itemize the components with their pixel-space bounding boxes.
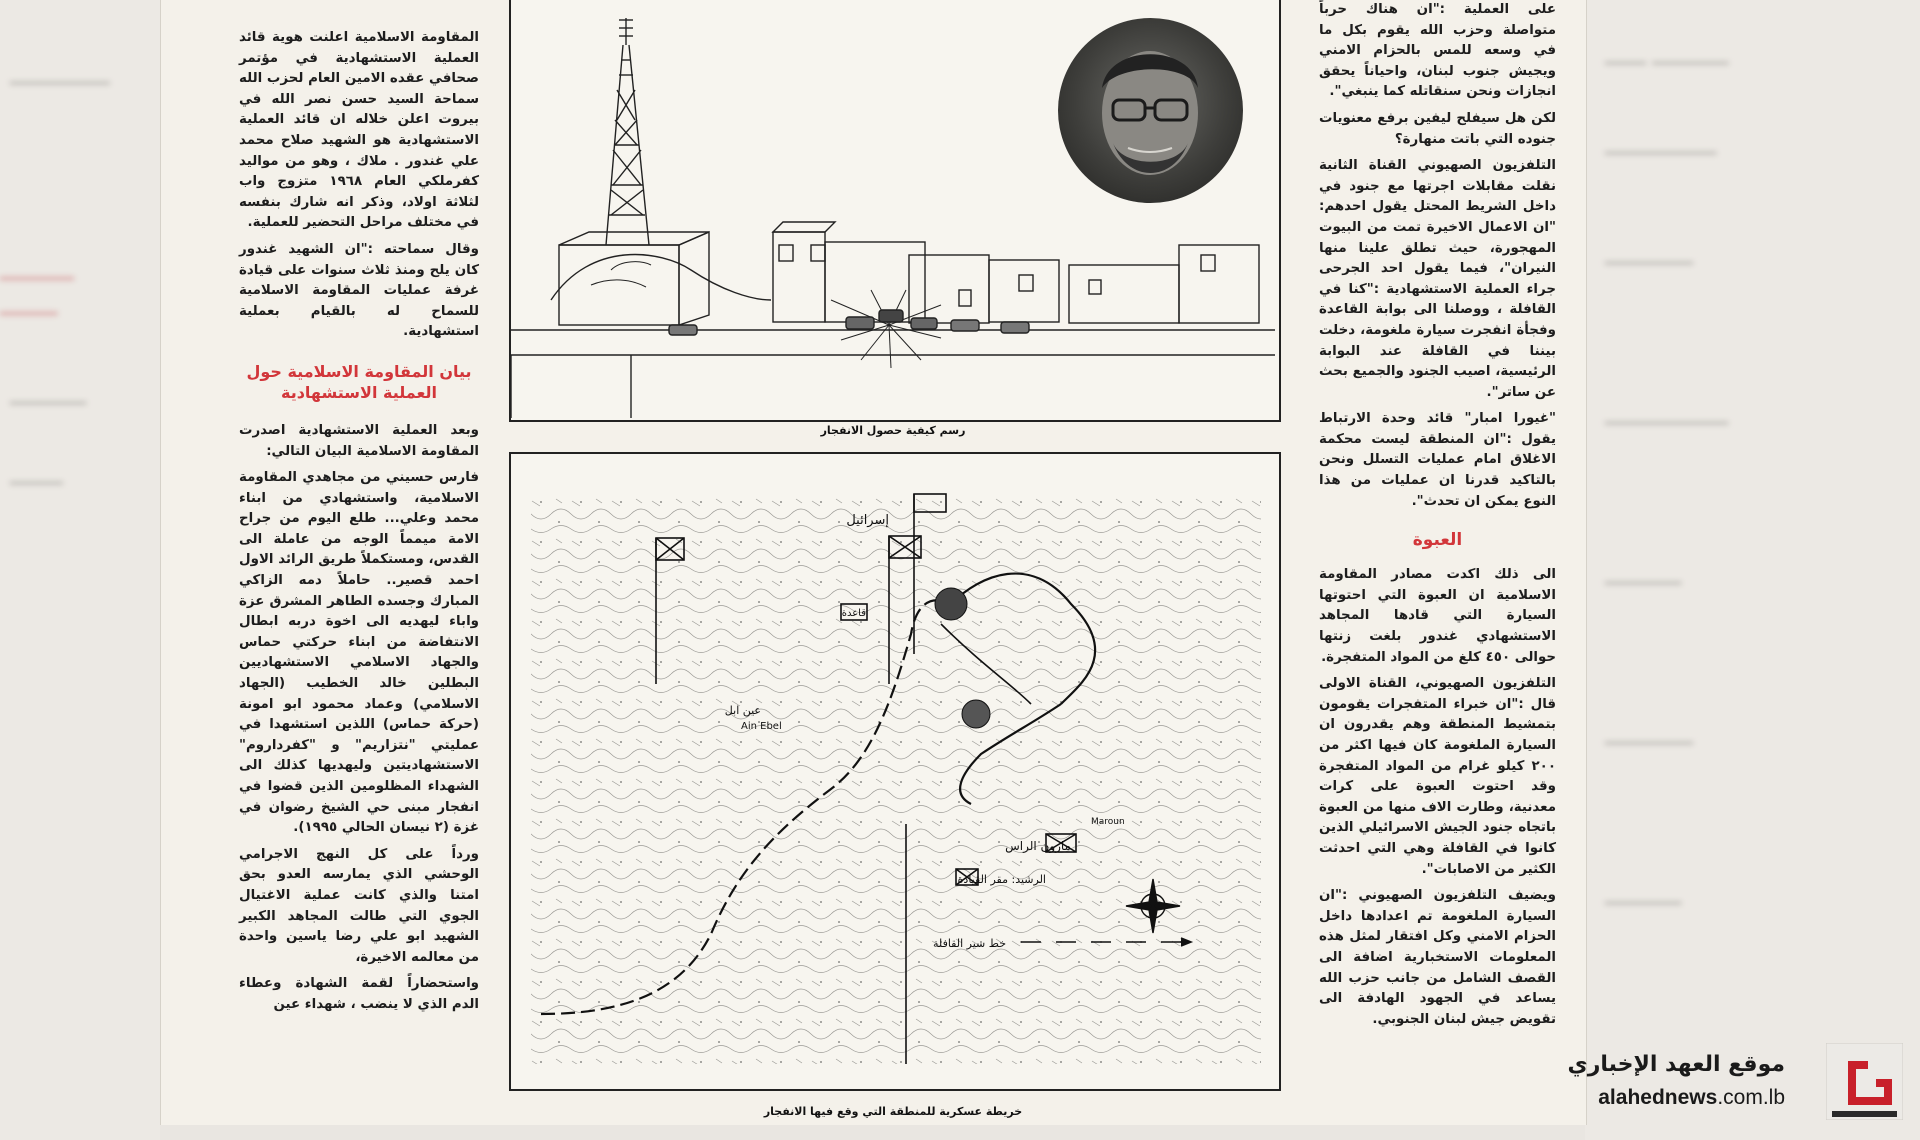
right-article-column (1319, 0, 1556, 1036)
right-page-edge: ـــــــــــــ ـــــــ ـــــــــــــــــــ ـــــــــــــــ ـــــــــــــــــــــ ـــــــــــــ ـــــــــــــــ ـــــــــــــ (1585, 0, 1920, 1140)
sketch-caption: رسم كيفية حصول الانفجار (820, 424, 966, 437)
left-intro-paragraph: المقاومة الاسلامية اعلنت هوية قائد العملية الاستشهادية في مؤتمر صحافي عقده الامين العام لحزب الله سماحة السيد حسن نصر الله في بيروت اعلن خلاله ان قائد العملية الاستشهادية هو الشهيد صلاح محمد علي غندور . ملاك ، وهو من مواليد كفرملكي العام ١٩٦٨ متزوج واب لثلاثة اولاد، وذكر انه شارك بنفسه في مختلف مراحل التحضير للعملية. (239, 30, 479, 231)
map-label-marun: مارون الراس (1005, 839, 1071, 853)
right-paragraph: على العملية :"ان هناك حرباً متواصلة وحزب الله يقوم بكل ما في وسعه للمس بالحزام الامني ويجيش جنوب لبنان، واحياناً يحقق انجازات ونحن سنقاتله كما ينبغي". (1319, 2, 1556, 100)
antenna-tower-drawing (606, 18, 649, 245)
statement-paragraph: ورداً على كل النهج الاجرامي الوحشي الذي يمارسه العدو بحق امتنا والذي كانت عملية الاغتيال الجوي التي طالت المجاهد الكبير الشهيد ابو علي رضا ياسين واحدة من معالمه الاخيرة، (239, 846, 479, 965)
left-intro-paragraph: وقال سماحته :"ان الشهيد غندور كان يلح ومنذ ثلاث سنوات على قيادة غرفة عمليات المقاومة الاسلامية للسماح له بالقيام بعملية استشهادية. (239, 241, 479, 340)
alahed-logo-icon (1826, 1043, 1903, 1120)
right-paragraph: لكن هل سيفلح ليفين برفع معنويات جنوده التي باتت منهارة؟ (1319, 110, 1556, 147)
statement-paragraph: فارس حسيني من مجاهدي المقاومة الاسلامية، واستشهادي من ابناء محمد وعلي... طلع اليوم من جراح الامة ميمماً الوجه من عاملة الى القدس، ومستكملاً طريق الرائد الاول احمد قصير.. حاملاً دمه الزاكي المبارك وجسده الطاهر المشرق عزة واباء ليهديه الى اخوة دربه ابطال الانتفاضة من ابناء حركتي حماس والجهاد الاسلامي الاستشهاديين البطلين خالد الخطيب (الجهاد الاسلامي) وعماد محمود ابو امونة (حركة حماس) اللذين استشهدا في عمليتي "نتزاريم" و "كفرداروم" الاستشهاديتين وليهديها كذلك الى الشهداء المظلومين الذين قضوا في انفجار مبنى حي الشيخ رضوان في غزة (٢ نيسان الحالي ١٩٩٥). (239, 470, 479, 836)
portrait-face-drawing (1058, 18, 1243, 203)
map-label-base: قاعدة (841, 608, 866, 619)
statement-heading: بيان المقاومة الاسلامية حول العملية الاستشهادية (246, 361, 472, 402)
map-label-ain-ebel: عين ابل (724, 704, 761, 717)
map-label-marun-latin: Maroun (1091, 817, 1125, 827)
military-map-frame (509, 452, 1281, 1091)
right-paragraph: "غيورا امبار" قائد وحدة الارتباط يقول :"ان المنطقة ليست محكمة الاغلاق امام عمليات التسلل ونحن بالتاكيد قدرنا ان عمليات من هذا النوع يمكن ان تحدث". (1319, 411, 1556, 509)
logo-domain-suffix: .com.lb (1717, 1086, 1785, 1109)
military-map (511, 454, 1275, 1085)
charge-paragraph: التلفزيون الصهيوني، القناة الاولى قال :"ان خبراء المتفجرات يقومون بتمشيط المنطقة وهم يقدرون ان السيارة الملغومة كان فيها اكثر من ٢٠٠ كيلو غرام من المواد المتفجرة وقد احتوت العبوة على كرات معدنية، وطارت الاف منها من العبوة باتجاه جنود الجيش الاسرائيلي الذين كانوا في القافلة وهي التي احدثت الكثير من الاصابات". (1319, 676, 1556, 877)
statement-paragraph: وبعد العملية الاستشهادية اصدرت المقاومة الاسلامية البيان التالي: (239, 422, 479, 459)
map-label-israel: إسرائيل (846, 513, 889, 528)
map-legend-route: خط سير القافلة (933, 937, 1006, 950)
charge-paragraph: الى ذلك اكدت مصادر المقاومة الاسلامية ان العبوة التي احتوتها السيارة التي قادها المجاهد الاستشهادي غندور بلغت زنتها حوالى ٤٥٠ كلغ من المواد المتفجرة. (1319, 567, 1556, 665)
logo-domain-bold: alahednews (1598, 1086, 1718, 1109)
left-article-column (239, 28, 479, 1022)
map-caption: خريطة عسكرية للمنطقة التي وقع فيها الانفجار (763, 1105, 1023, 1118)
right-paragraph: التلفزيون الصهيوني القناة الثانية نقلت مقابلات اجرتها مع جنود في داخل الشريط المحتل يقول احدهم: "ان الاعمال الاخيرة تمت من البيوت المهجورة، حيث تطلق علينا منها النيران"، فيما يقول احد الجرحى جراء العملية الاستشهادية :"كنا في القافلة ، ووصلنا الى بوابة القاعدة وفجأة انفجرت سيارة ملغومة، دخلت بيننا في القافلة عند البوابة الرئيسية، اصيب الجنود والجميع بحث عن ساتر". (1319, 158, 1556, 400)
statement-paragraph: واستحضاراً لقمة الشهادة وعطاء الدم الذي لا ينضب ، شهداء عين (239, 976, 479, 1012)
logo-arabic-name: موقع العهد الإخباري (1567, 1052, 1785, 1077)
logo-domain (1598, 1086, 1785, 1110)
alahednews-logo[interactable] (1567, 1040, 1905, 1120)
newspaper-page (160, 0, 1587, 1125)
charge-paragraph: ويضيف التلفزيون الصهيوني :"ان السيارة الملغومة تم اعدادها داخل الحزام الامني وكل افتقار لمثل هذه المعلومات الاستخبارية اضافة الى القصف الشامل من جانب حزب الله يساعد في الجهود الهادفة الى تقويض جيش لبنان الجنوبي. (1319, 888, 1556, 1027)
charge-heading: العبوة (1412, 530, 1463, 551)
martyr-portrait-photo (1058, 18, 1243, 203)
map-legend-hq: الرشيد: مقر القيادة (957, 873, 1046, 886)
explosion-sketch-frame (509, 0, 1281, 422)
map-label-ain-ebel-latin: Ain Ebel (741, 721, 782, 732)
left-page-edge: ـــــــــــــــــ ـــــــــ ـــــــ ـــــــــــــ ـــــــــ (0, 0, 160, 1140)
